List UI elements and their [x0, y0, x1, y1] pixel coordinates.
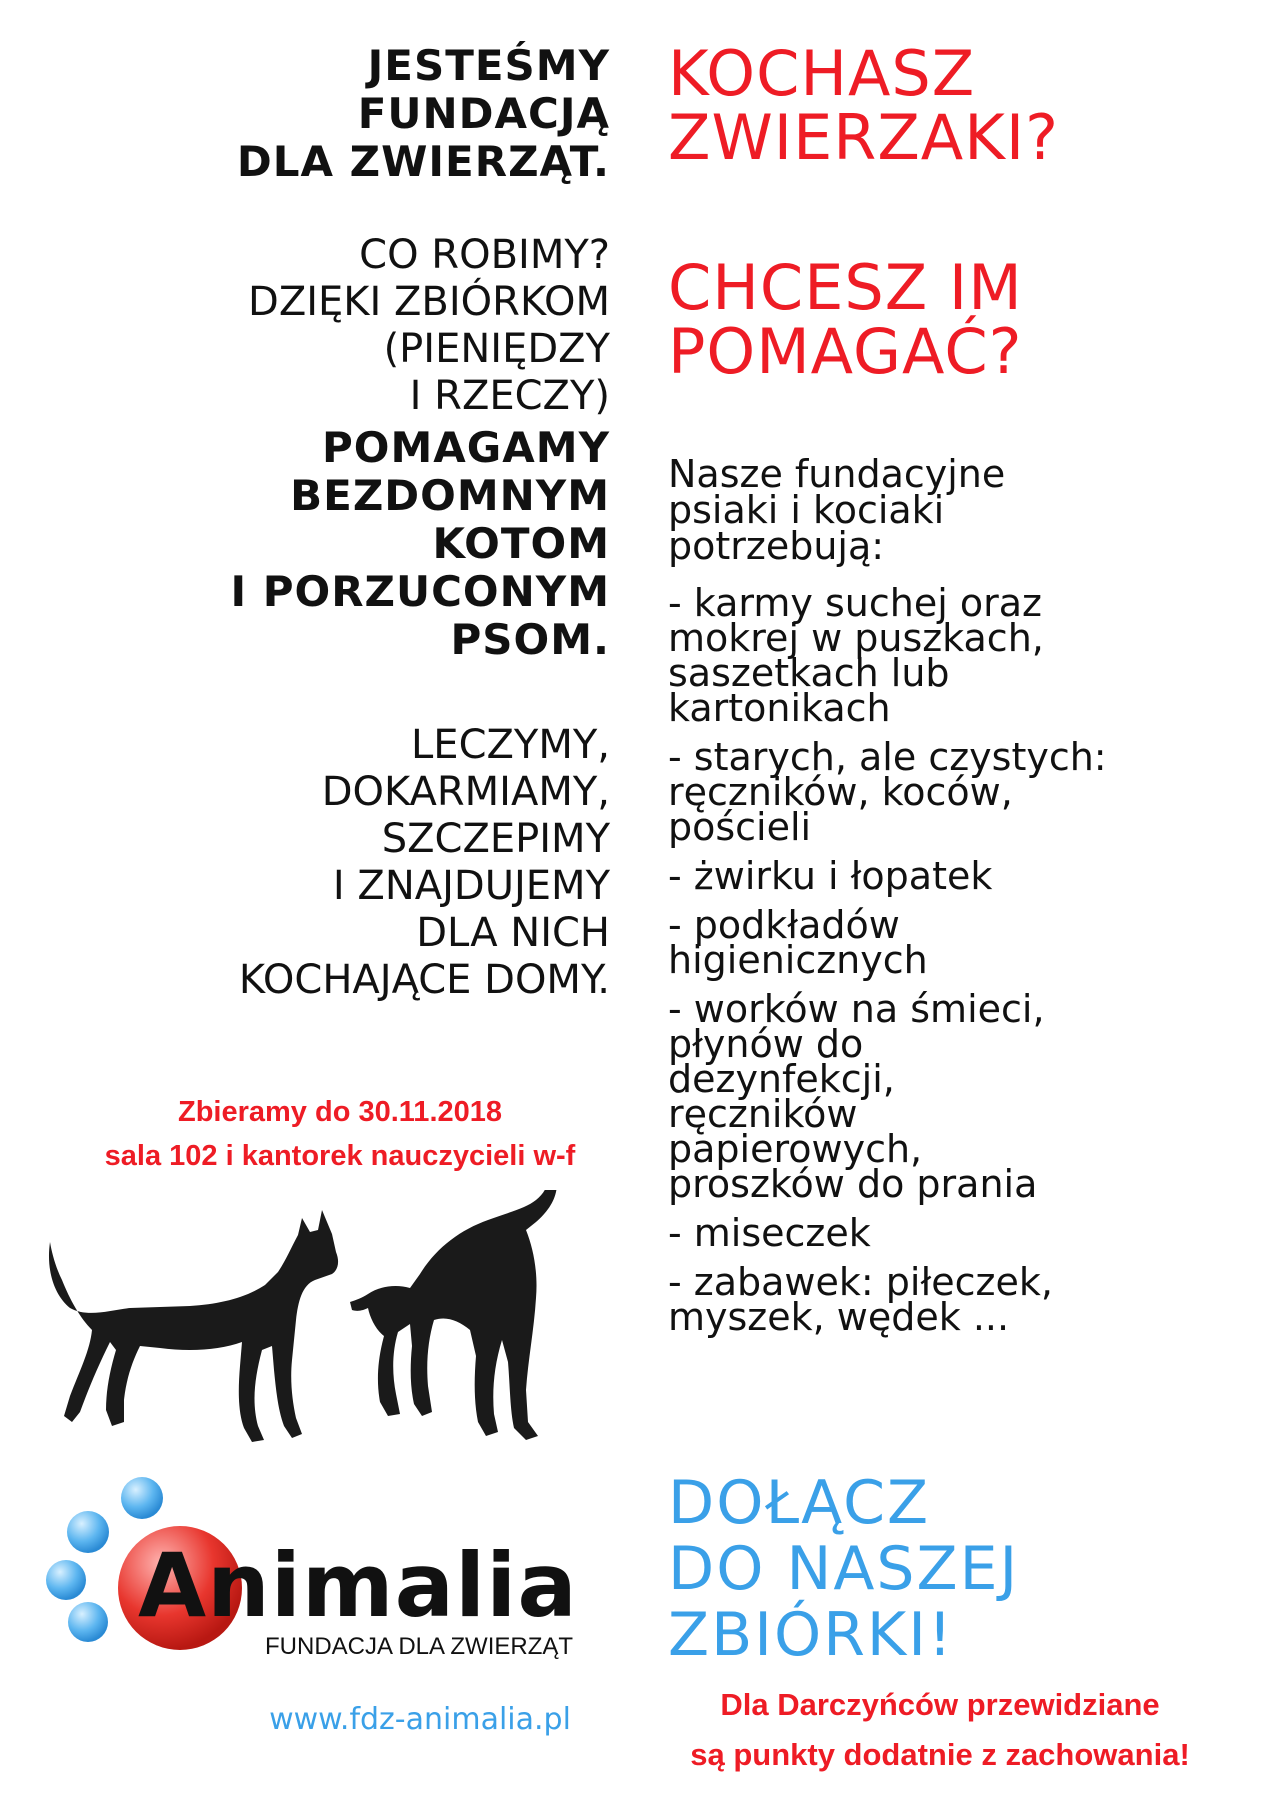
intro-heading — [30, 42, 610, 186]
text-line: I ZNAJDUJEMY — [332, 863, 610, 909]
list-line: - zabawek: piłeczek, — [668, 1260, 1053, 1304]
collection-notice — [20, 1090, 660, 1178]
list-item — [668, 581, 1268, 730]
donor-notice — [620, 1680, 1260, 1780]
list-item — [668, 903, 1268, 982]
list-line: higienicznych — [668, 938, 928, 982]
list-line: proszków do prania — [668, 1162, 1038, 1206]
list-item — [668, 1260, 1268, 1339]
logo-name: Animalia — [138, 1534, 578, 1637]
list-line: kartonikach — [668, 686, 891, 730]
text-line: Nasze fundacyjne — [668, 452, 1006, 496]
list-line: ręczników, koców, — [668, 770, 1013, 814]
list-item — [668, 1211, 1268, 1255]
donor-line: są punkty dodatnie z zachowania! — [690, 1737, 1190, 1772]
text-line: KOCHAJĄCE DOMY. — [238, 957, 610, 1003]
paw-pad-icon — [67, 1511, 109, 1553]
care-text — [30, 722, 610, 1004]
animalia-logo — [20, 1470, 620, 1670]
text-line: CHCESZ IM — [668, 251, 1023, 324]
needs-list — [668, 581, 1268, 1349]
list-line: - karmy suchej oraz — [668, 581, 1042, 625]
what-we-do-text — [30, 232, 610, 420]
website-link[interactable]: www.fdz-animalia.pl — [269, 1702, 571, 1737]
text-line: BEZDOMNYM — [290, 471, 610, 520]
text-line: CO ROBIMY? — [359, 232, 610, 278]
intro-line: JESTEŚMY — [367, 41, 610, 90]
text-line: I PORZUCONYM — [230, 567, 610, 616]
paw-pad-icon — [121, 1477, 163, 1519]
cat-silhouette — [350, 1190, 557, 1440]
text-line: potrzebują: — [668, 524, 885, 568]
text-line: DOKARMIAMY, — [321, 769, 610, 815]
text-line: DLA NICH — [416, 910, 610, 956]
text-line: POMAGAMY — [322, 423, 610, 472]
collection-date: Zbieramy do 30.11.2018 — [177, 1096, 503, 1128]
text-line: LECZYMY, — [411, 722, 610, 768]
text-line: (PIENIĘDZY — [383, 326, 610, 372]
list-line: ręczników — [668, 1092, 858, 1136]
text-line: DO NASZEJ — [668, 1534, 1020, 1604]
list-item — [668, 735, 1268, 849]
dog-silhouette — [49, 1210, 338, 1442]
list-line: - podkładów — [668, 903, 900, 947]
intro-line: DLA ZWIERZĄT. — [236, 137, 610, 186]
text-line: POMAGAĆ? — [668, 315, 1023, 388]
list-line: - worków na śmieci, — [668, 987, 1045, 1031]
collection-location: sala 102 i kantorek nauczycieli w-f — [104, 1140, 576, 1172]
join-call-to-action — [668, 1470, 1268, 1668]
list-item — [668, 854, 1268, 898]
list-line: dezynfekcji, — [668, 1057, 895, 1101]
text-line: ZBIÓRKI! — [668, 1600, 954, 1670]
paw-pad-icon — [46, 1560, 86, 1600]
list-line: mokrej w puszkach, — [668, 616, 1044, 660]
text-line: KOCHASZ — [668, 37, 976, 110]
list-line: - starych, ale czystych: — [668, 735, 1107, 779]
paw-pad-icon — [68, 1602, 108, 1642]
list-line: płynów do — [668, 1022, 864, 1066]
list-line: - żwirku i łopatek — [668, 854, 993, 898]
text-line: KOTOM — [432, 519, 610, 568]
list-item — [668, 987, 1268, 1206]
question-love-animals — [668, 37, 1268, 174]
text-line: SZCZEPIMY — [381, 816, 610, 862]
logo-subtitle: FUNDACJA DLA ZWIERZĄT — [265, 1633, 574, 1660]
text-line: I RZECZY) — [409, 373, 610, 419]
text-line: DOŁĄCZ — [668, 1468, 931, 1538]
list-line: pościeli — [668, 805, 812, 849]
intro-line: FUNDACJĄ — [357, 89, 610, 138]
text-line: ZWIERZAKI? — [668, 101, 1060, 174]
question-want-help — [668, 251, 1268, 388]
list-line: papierowych, — [668, 1127, 923, 1171]
donor-line: Dla Darczyńców przewidziane — [720, 1687, 1160, 1722]
text-line: PSOM. — [450, 615, 610, 664]
list-line: myszek, wędek ... — [668, 1295, 1010, 1339]
text-line: psiaki i kociaki — [668, 488, 945, 532]
list-line: - miseczek — [668, 1211, 871, 1255]
list-line: saszetkach lub — [668, 651, 950, 695]
needs-intro — [668, 452, 1268, 568]
help-text — [30, 424, 610, 664]
text-line: DZIĘKI ZBIÓRKOM — [248, 279, 610, 325]
